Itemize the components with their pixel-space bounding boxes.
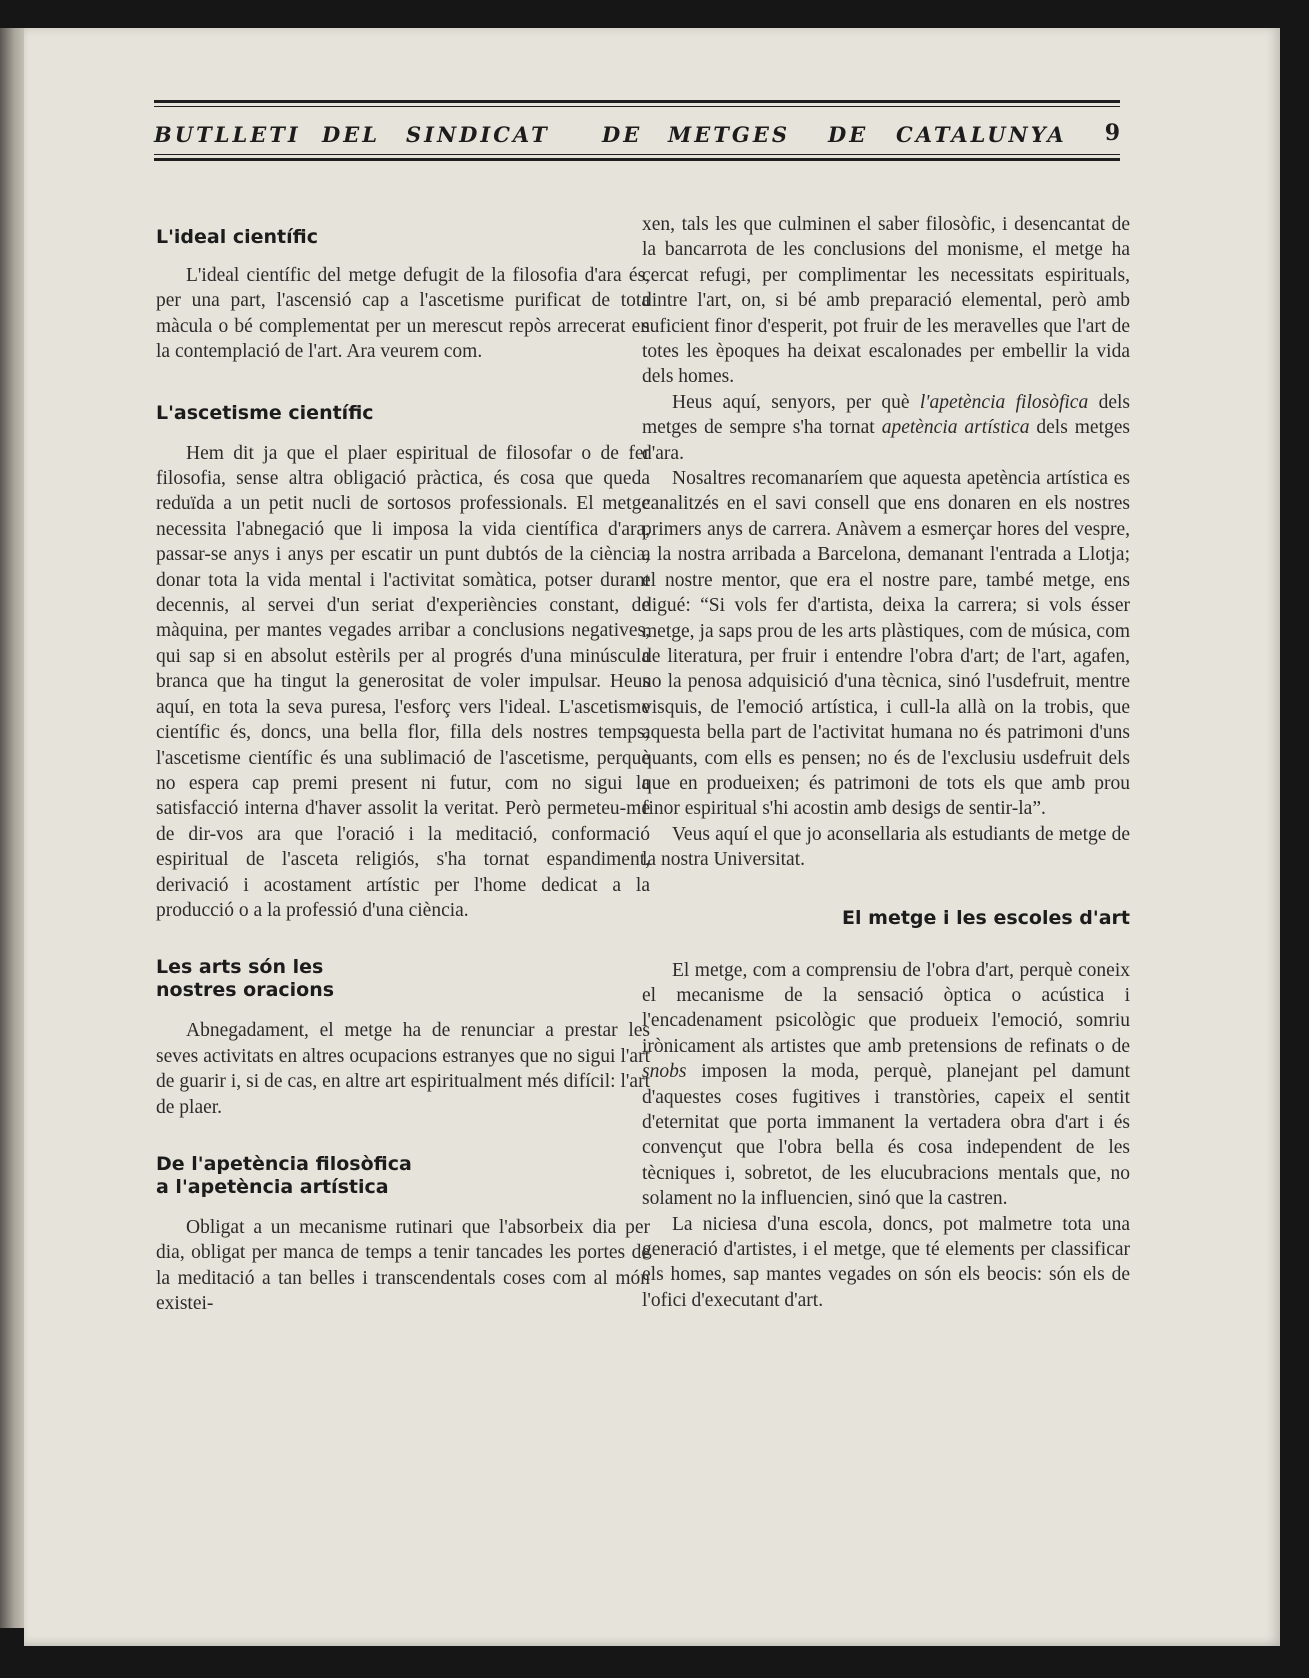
section-heading: El metge i les escoles d'art: [842, 906, 1130, 929]
page-sheet: [24, 28, 1280, 1646]
running-header: [154, 100, 1120, 196]
italic-term: l'apetència filosòfica: [919, 391, 1089, 413]
paragraph: Obligat a un mecanisme rutinari que l'absorbeix dia per dia, obligat per manca de temps a tenir tancades les portes de la meditació a tan belles i transcendentals coses com al món existei-: [156, 1216, 650, 1315]
paragraph: Abnegadament, el metge ha de renunciar a prestar les seves activitats en altres ocupacions estranyes que no sigui l'art de guarir i, si de cas, en altre art espiritualment més difícil: l'art de plaer.: [156, 1020, 650, 1118]
binding-edge: [0, 28, 26, 1628]
header-rule-bottom: [154, 158, 1120, 161]
text-run: Heus aquí, senyors, per què: [672, 391, 920, 413]
paragraph: Nosaltres recomanaríem que aquesta apetència artística es canalitzés en el savi consell que ens donaren en els nostres primers anys de carrera. Anàvem a esmerçar hores del vespre, a la nostra arribada a Barcelona, demanant l'entrada a Llotja; el nostre mentor, que era el nostre pare, també metge, ens digué: “Si vols fer d'artista, deixa la carrera; si vols ésser metge, ja saps prou de les arts plàstiques, com de música, com de literatura, per fruir i entendre l'obra d'art; de l'art, agafen, no la penosa adquisició d'una tècnica, sinó l'usdefruit, mentre visquis, de l'emoció artística, i cull-la allà on la trobis, que aquesta bella part de l'activitat humana no és patrimoni d'uns quants, com ells es pensen; no és de l'exclusiu usdefruit dels que en produeixen; és patrimoni de tots els que amb prou finor espiritual s'hi acostin amb desigs de sentir-la”.: [642, 468, 1130, 820]
header-rule-top-thin: [154, 106, 1120, 107]
italic-term: apetència artística: [881, 417, 1030, 439]
paragraph: La niciesa d'una escola, doncs, pot malmetre tota una generació d'artistes, i el metge, que té elements per classificar els homes, sap mantes vegades on són els beocis: són els de l'ofici d'executant d'art.: [642, 1213, 1130, 1311]
title-word: DE: [828, 122, 869, 147]
text-run: imposen la moda, perquè, planejant pel damunt d'aquestes coses fugitives i transtòries, capeix el sentit d'eternitat que porta immanent la vertadera obra d'art i és convençut que l'obra bella és cosa independent de les tècniques i, sobretot, de les elucubracions mentals que, no solament no la influencien, sinó que la castren.: [642, 1061, 1130, 1210]
heading-line: nostres oracions: [156, 979, 335, 1002]
left-column: [156, 214, 650, 1317]
heading-line: a l'apetència artística: [156, 1175, 389, 1198]
right-column: [642, 214, 1130, 1313]
title-word: DE: [602, 122, 643, 147]
section-heading: [156, 956, 650, 1002]
header-rule-top: [154, 100, 1120, 103]
paragraph: [642, 958, 1130, 1212]
heading-line: De l'apetència filosòfica: [156, 1152, 412, 1175]
title-word: DEL: [322, 122, 380, 147]
text-run: dels metges de sempre s'ha tornat: [642, 391, 1130, 439]
paragraph: L'ideal científic del metge defugit de la filosofia d'ara és, per una part, l'ascensió cap a l'ascetisme purificat de tota màcula o bé complementat per un merescut repòs arrecerat en la contemplació de l'art. Ara veurem com.: [156, 265, 650, 363]
paragraph: Hem dit ja que el plaer espiritual de filosofar o de fer filosofia, sense altra obligació pràctica, és cosa que queda reduïda a un petit nucli de sortosos professionals. El metge necessita l'abnegació que li imposa la vida científica d'ara, passar-se anys i anys per escatir un punt dubtós de la ciència, donar tota la vida mental i l'activitat somàtica, potser durant decennis, al servei d'un seriat d'experiències constant, de màquina, per mantes vegades arribar a conclusions negatives, qui sap si en absolut estèrils per al progrés d'una minúscula branca que ha tingut la generositat de voler impulsar. Heus aquí, en tota la seva puresa, l'esforç vers l'ideal. L'ascetisme científic és, doncs, una bella flor, filla dels nostres temps; l'ascetisme científic és una sublimació de l'ascetisme, perquè no espera cap premi present ni futur, com no sigui la satisfacció interna d'haver assolit la veritat. Però permeteu-me de dir-vos ara que l'oració i la meditació, conformació espiritual de l'asceta religiós, s'ha tornat espandiment, derivació i acostament artístic per l'home dedicat a la producció o a la professió d'una ciència.: [156, 442, 650, 921]
title-word: CATALUNYA: [896, 122, 1067, 147]
title-word: BUTLLETI: [154, 122, 301, 147]
section-heading: L'ideal científic: [156, 226, 319, 248]
paragraph: [642, 390, 1130, 466]
italic-term: snobs: [642, 1061, 687, 1083]
heading-line: Les arts són les: [156, 956, 324, 979]
paragraph-continued: xen, tals les que culminen el saber filosòfic, i desencantat de la bancarrota de les conclusions del monisme, el metge ha cercat refugi, per complimentar les necessitats espirituals, dintre l'art, on, si bé amb preparació elemental, però amb suficient finor d'esperit, pot fruir de les meravelles que l'art de totes les èpoques ha deixat escalonades per embellir la vida dels homes.: [642, 214, 1130, 388]
text-run: dels metges d'ara.: [642, 417, 1130, 464]
title-word: METGES: [668, 122, 790, 147]
header-rule-bottom-thin: [154, 154, 1120, 155]
page-number: 9: [1104, 120, 1120, 146]
section-heading: [156, 1153, 650, 1199]
title-word: SINDICAT: [406, 122, 550, 147]
paragraph: Veus aquí el que jo aconsellaria als estudiants de metge de la nostra Universitat.: [642, 823, 1130, 871]
text-run: El metge, com a comprensiu de l'obra d'art, perquè coneix el mecanisme de la sensació òptica o acústica i l'encadenament psicològic que produeix l'emoció, somriu irònicament als artistes que amb pretensions de refinats o de: [642, 959, 1130, 1057]
section-heading: L'ascetisme científic: [156, 401, 374, 424]
